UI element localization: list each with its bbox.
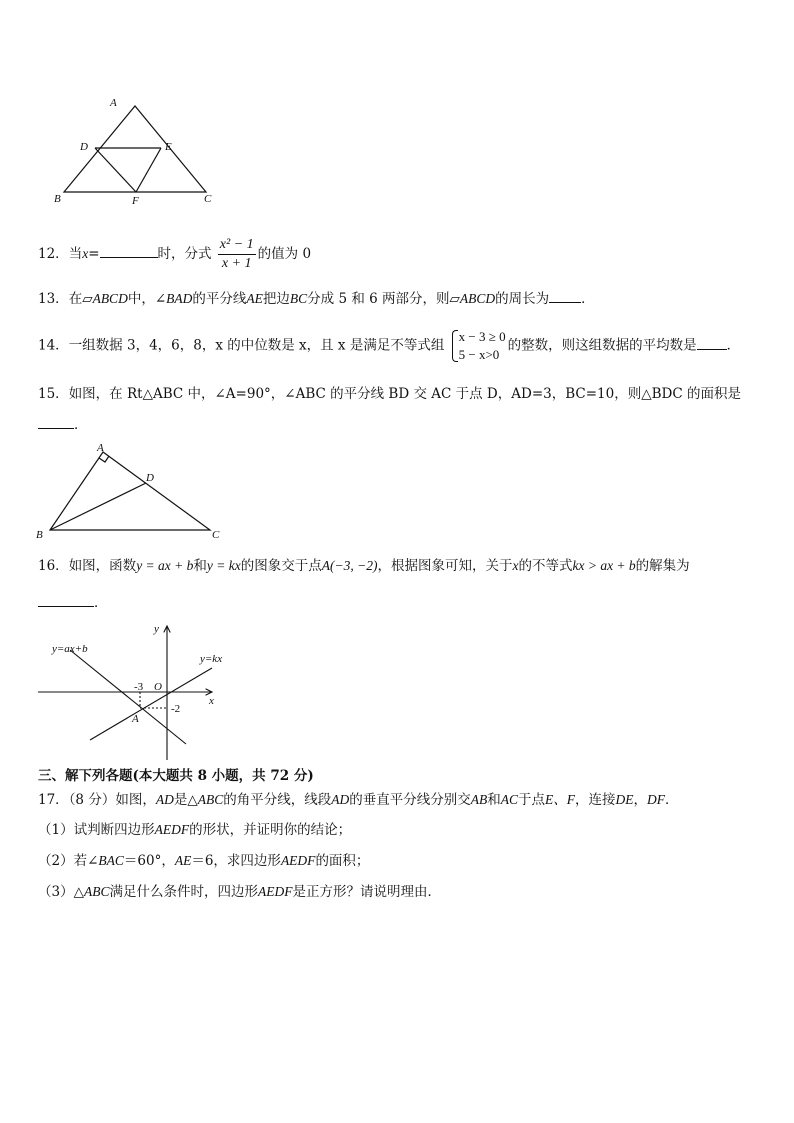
question-number: 14． <box>38 337 69 354</box>
line-y-kx <box>90 668 212 740</box>
question-number: 15． <box>38 386 69 402</box>
origin-label: O <box>154 681 162 693</box>
y-axis-label: y <box>154 623 159 635</box>
line-y-ax-b <box>70 650 186 744</box>
question-16-answer-line: ． <box>38 592 108 613</box>
point-label-c: C <box>204 193 212 205</box>
point-label-a: A <box>97 442 104 454</box>
point-label-e: E <box>165 141 172 153</box>
question-17-part-2: （2）若∠BAC＝60°，AE＝6，求四边形AEDF的面积； <box>38 853 370 869</box>
question-number: 16． <box>38 558 69 574</box>
right-angle-mark <box>99 456 109 462</box>
answer-blank <box>38 414 74 429</box>
question-13: 13．在▱ABCD中，∠BAD的平分线AE把边BC分成 5 和 6 两部分，则▱ABCD的周长为 ． <box>38 288 595 309</box>
question-number: 13． <box>38 291 69 307</box>
point-label-b: B <box>36 529 43 541</box>
tick-label-neg2: -2 <box>171 703 181 715</box>
line-label-kx: y=kx <box>200 653 223 665</box>
point-label-d: D <box>80 141 88 153</box>
linear-functions-graph <box>36 616 236 764</box>
point-label-a: A <box>110 97 117 109</box>
triangle-def-figure <box>50 92 220 212</box>
question-17-part-3: （3）△ABC满足什么条件时，四边形AEDF是正方形？请说明理由． <box>38 884 441 900</box>
fraction: $\frac{\text{x² − 1}}{x + 1}$ <box>219 237 254 271</box>
question-17: 17．（8 分）如图，AD是△ABC的角平分线，线段AD的垂直平分线分别交AB和AC于点E、F，连接DE，DF． <box>38 792 679 808</box>
question-15: 15．如图，在 Rt△ABC 中，∠A=90°，∠ABC 的平分线 BD 交 AC 于点 D，AD=3，BC=10，则△BDC 的面积是 <box>38 386 741 402</box>
question-number: 17． <box>38 792 69 808</box>
answer-blank <box>38 592 94 607</box>
point-label-f: F <box>132 195 139 207</box>
answer-blank <box>100 243 158 258</box>
question-14: 14．一组数据 3，4，6，8，x 的中位数是 x，且 x 是满足不等式组 x − 3 ≥ 0 5 − x>0 的整数，则这组数据的平均数是 ． <box>38 329 741 362</box>
question-17-part-1: （1）试判断四边形AEDF的形状，并证明你的结论； <box>38 822 352 838</box>
segment-ef <box>136 148 161 192</box>
question-number: 12． <box>38 246 69 262</box>
tick-label-neg3: -3 <box>134 681 144 693</box>
line-label-ax-b: y=ax+b <box>52 643 88 655</box>
question-15-answer-line: ． <box>38 414 88 435</box>
point-label-d: D <box>146 472 154 484</box>
point-label-c: C <box>212 529 220 541</box>
answer-blank <box>549 288 581 303</box>
question-16: 16．如图，函数y = ax + b和y = kx的图象交于点A(−3, −2)，根据图象可知，关于x的不等式kx > ax + b的解集为 <box>38 558 690 574</box>
point-label-a: A <box>132 713 139 725</box>
inequality-system: x − 3 ≥ 0 5 − x>0 <box>451 328 506 364</box>
x-axis-label: x <box>209 695 214 707</box>
answer-blank <box>697 335 727 350</box>
question-12: 12．当x= 时，分式 $\frac{\text{x² − 1}}{x + 1}$ 的值为 0 <box>38 237 312 271</box>
section-heading: 三、解下列各题(本大题共 8 小题，共 72 分) <box>38 768 314 784</box>
right-triangle-figure <box>34 440 234 542</box>
point-label-b: B <box>54 193 61 205</box>
segment-bd <box>50 483 146 530</box>
segment-df <box>95 148 136 192</box>
